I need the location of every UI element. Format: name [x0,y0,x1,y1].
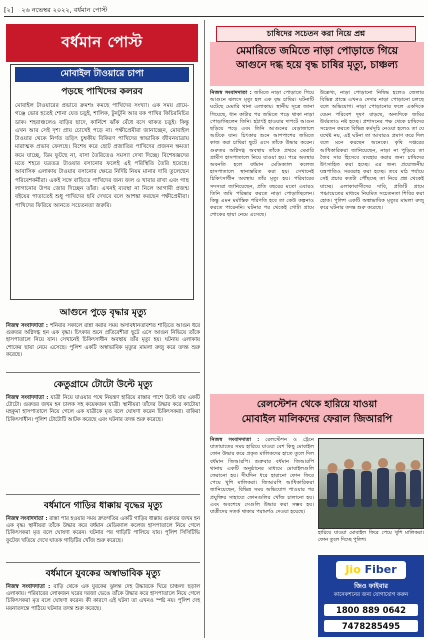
story-headline: বর্ধমানে গাড়ির ধাক্কায় বৃদ্ধের মৃত্যু [43,501,163,511]
photo-illustration [319,439,424,529]
side-headline-line1: রেলস্টেশন থেকে হারিয়ে যাওয়া [256,399,378,410]
story-byline: নিজস্ব সংবাদদাতা : [6,323,49,329]
story-car [6,498,200,562]
story-headline: আগুনে পুড়ে বৃদ্ধার মৃত্যু [59,308,147,318]
page-strip [4,3,424,17]
ad-phone-2: 7478285495 [324,620,418,632]
ad-line-1: জিও ফাইবার [354,582,388,590]
ad-logo-brand-b: Fiber [364,563,397,576]
boxed-story-subhead: পড়ছে পাখিদের কলরব [61,87,143,97]
story-text: বাড়ি থেকে এক যুবকের ঝুলন্ত দেহ উদ্ধারকে ঘিরে চাঞ্চল্য ছড়াল এলাকায়। পরিবারের লোকজন ঘরের দরজা ভেঙে তাঁকে উদ্ধার করে হাসপাতালে নিয়ে গেলে চিকিৎসকরা মৃত বলে ঘোষণা করেন। কী কারণে এই ঘটনা তা এখনও স্পষ্ট নয়। পুলিশ দেহ ময়নাতদন্তে পাঠিয়ে ঘটনার তদন্ত শুরু করেছে। [6,584,200,612]
story-toto [6,377,200,441]
lead-column-1-text: জমিতে নাড়া পোড়াতে গিয়ে আগুনে ঝলসে মৃত্যু হল এক বৃদ্ধ চাষির। ঘটনাটি ঘটেছে মেমারি থানা এলাকায়। স্থানীয় সূত্রে জানা গিয়েছে, ধান কাটার পর জমিতে পড়ে থাকা নাড়া পোড়াচ্ছিলেন তিনি। হঠাৎই হাওয়ার দাপটে আগুন ছড়িয়ে পড়ে এবং তিনি আগুনের বেড়াজালে আটকে যান। চিৎকার শুনে আশপাশের জমিতে কাজ করা চাষিরা ছুটে এসে তাঁকে উদ্ধার করেন। গুরুতর অগ্নিদগ্ধ অবস্থায় তাঁকে প্রথমে মেমারি গ্রামীণ হাসপাতালে নিয়ে যাওয়া হয়। পরে অবস্থার অবনতি হলে বর্ধমান মেডিক্যাল কলেজ হাসপাতালে স্থানান্তরিত করা হয়। সেখানেই চিকিৎসাধীন অবস্থায় তাঁর মৃত্যু হয়। পরিবারের সদস্যরা জানিয়েছেন, প্রতি বছরের মতো এবারও তিনি জমি পরিষ্কার করতে নাড়া পোড়াচ্ছিলেন। কিন্তু এমন মর্মান্তিক পরিণতি হবে তা কেউ কল্পনাও করতে পারেননি। ঘটনার পর থেকেই গোটা গ্রামে শোকের ছায়া নেমে এসেছে। [210,90,315,219]
story-byline: নিজস্ব সংবাদদাতা : [6,516,48,522]
story-fire [6,305,200,369]
lead-body [210,90,424,390]
ad-logo-brand-a: Jio [345,563,361,576]
story-youth [6,566,200,636]
story-text: শনিবার সকালে রান্না করার সময় অসাবধানতাবশত শাড়িতে আগুন ধরে গুরুতর অগ্নিদগ্ধ হন এক বৃদ্ধা। চিৎকার শুনে প্রতিবেশীরা ছুটে এসে আগুন নিভিয়ে তাঁকে হাসপাতালে নিয়ে যান। সেখানেই চিকিৎসাধীন অবস্থায় তাঁর মৃত্যু হয়। ঘটনায় এলাকায় শোকের ছায়া নেমে এসেছে। পুলিশ একটি অস্বাভাবিক মৃত্যুর মামলা রুজু করে তদন্ত শুরু করেছে। [6,323,200,358]
ad-phone-1: 1800 889 0642 [324,604,418,616]
masthead [6,24,198,62]
side-text: রেলস্টেশন ও ট্রেনে যাতায়াতের সময় হারিয়ে যাওয়া বেশ কিছু মোবাইল ফোন উদ্ধার করে প্রকৃত মালিকদের হাতে তুলে দিল বর্ধমান জিআরপি। শুক্রবার বর্ধমান জিআরপি থানায় একটি অনুষ্ঠানের মাধ্যমে মোবাইলগুলি ফেরানো হয়। দীর্ঘদিন ধরে হারানো ফোন ফিরে পেয়ে খুশি মালিকরা। জিআরপি আধিকারিকরা জানিয়েছেন, বিভিন্ন সময় অভিযোগ পাওয়ার পর প্রযুক্তির সাহায্যে ফোনগুলির খোঁজ চালানো হয়। এবং অবশেষে সেগুলি উদ্ধার করা সম্ভব হয়। যাত্রীদের সতর্ক থাকার পরামর্শও দেওয়া হয়েছে। [210,437,314,516]
issue-date: ২৬ নভেম্বর ২০২২, বর্ধমান পোস্ট [21,6,108,14]
news-photo [318,438,424,529]
boxed-story-body: মোবাইল টাওয়ারের প্রভাবে ক্রমশঃ কমছে পাখিদের সংখ্যা। এক সময় গ্রামে-গঞ্জে ভোর হতেই শোনা যেত চড়ুই, শালিক, টুনটুনি আর বক পাখির কিচিরমিচির ডাক। শহরাঞ্চলেও বাড়ির ছাদে, কার্নিশে ঝাঁক বেঁধে বসে থাকত চড়ুই। কিন্তু এখন আর সেই দৃশ্য প্রায় চোখেই পড়ে না। পক্ষীপ্রেমীরা জানাচ্ছেন, মোবাইল টাওয়ার থেকে নির্গত তড়িৎ চুম্বকীয় বিকিরণ পাখিদের স্বাভাবিক জীবনযাত্রায় মারাত্মক প্রভাব ফেলছে। বিশেষ করে ছোট প্রজাতির পাখিদের প্রজনন ক্ষমতা কমে যাচ্ছে, ডিম ফুটছে না, বাসা তৈরিতেও সমস্যা দেখা দিচ্ছে। বিশেষজ্ঞদের মতে শহরে যত্রতত্র টাওয়ার বসানোর ফলেই এই পরিস্থিতি তৈরি হয়েছে। আবাসিক এলাকায় টাওয়ার বসানোর ক্ষেত্রে নির্দিষ্ট নিয়ম মানার দাবি তুলেছেন পরিবেশকর্মীরা। একই সঙ্গে বাড়িতে পাখিদের জন্য জল ও খাবার রাখা এবং গাছ লাগানোর উপর জোর দিচ্ছেন তাঁরা। এখনই ব্যবস্থা না নিলে আগামী প্রজন্ম বইয়ের পাতাতেই শুধু পাখিদের ছবি দেখবে বলে আশঙ্কা করছেন পক্ষীপ্রেমীরা। পাখিদের ফিরিয়ে আনতে সচেতনতা জরুরি। [15,103,190,209]
story-divider [6,562,200,563]
lead-headline [210,42,424,86]
lead-headline-line1: মেমারিতে জমিতে নাড়া পোড়াতে গিয়ে [235,45,398,57]
lead-headline-line2: আগুনে দগ্ধ হয়ে বৃদ্ধ চাষির মৃত্যু, চাঞ্চল্য [236,60,398,71]
lead-column-2: উল্লেখ্য, নাড়া পোড়ানো নিষিদ্ধ হলেও জেলার বিভিন্ন প্রান্তে এখনও দেদার নাড়া পোড়ানো চলছে বলে অভিযোগ। নাড়া পোড়ানোর ফলে একদিকে যেমন পরিবেশ দূষণ বাড়ছে, অন্যদিকে জমির উর্বরতাও নষ্ট হচ্ছে। প্রশাসনের পক্ষ থেকে চাষিদের সচেতন করতে বিভিন্ন কর্মসূচি নেওয়া হলেও তা যে যথেষ্ট নয়, এই ঘটনা তা আবারও প্রমাণ করে দিল বলে মনে করছেন অনেকে। কৃষি দপ্তরের আধিকারিকরা জানিয়েছেন, নাড়া না পুড়িয়ে তা জৈব সার হিসেবে ব্যবহার করার জন্য চাষিদের উৎসাহিত করা হচ্ছে। এর জন্য প্রয়োজনীয় যন্ত্রপাতিও সরবরাহ করা হচ্ছে। তবে মাঠ পর্যায়ে সেই প্রচার কতটা পৌঁছচ্ছে তা নিয়ে প্রশ্ন থেকেই যাচ্ছে। এলাকাবাসীদের দাবি, প্রতিটি গ্রামে পঞ্চায়েতের মাধ্যমে নিয়মিত সচেতনতা শিবির করা হোক। পুলিশ একটি অস্বাভাবিক মৃত্যুর মামলা রুজু করে ঘটনার তদন্ত শুরু করেছে। [320,90,424,212]
lead-column-1 [210,90,314,390]
column-divider [204,20,205,638]
ad-line-2: কানেকশনের জন্য যোগাযোগ করুন [333,592,409,598]
photo-caption: হারিয়ে যাওয়া মোবাইল ফিরে পেয়ে খুশি মালিকরা। ফোন তুলে দিচ্ছে পুলিশ। [318,530,424,543]
story-text: রাস্তা পার হওয়ার সময় দ্রুতগতির একটি গাড়ির ধাক্কায় গুরুতর জখম হন এক বৃদ্ধ। স্থানীয়রা তাঁকে উদ্ধার করে বর্ধমান মেডিক্যাল কলেজ হাসপাতালে নিয়ে গেলে চিকিৎসকরা মৃত বলে ঘোষণা করেন। ঘটনার পর গাড়িটি পালিয়ে যায়। পুলিশ সিসিটিভি ফুটেজ খতিয়ে দেখে ঘাতক গাড়িটির খোঁজ শুরু করেছে। [6,516,200,544]
side-body [210,437,314,637]
side-byline: নিজস্ব সংবাদদাতা : [210,437,260,443]
story-text: যাত্রী নিয়ে যাওয়ার পথে নিয়ন্ত্রণ হারিয়ে রাস্তার পাশে উল্টে যায় একটি টোটো। গুরুতর জখম হন চালক সহ কয়েকজন যাত্রী। স্থানীয়রা তাঁদের উদ্ধার করে কাটোয়া মহকুমা হাসপাতালে নিয়ে গেলে এক যাত্রীকে মৃত বলে ঘোষণা করেন চিকিৎসকরা। বাকিরা চিকিৎসাধীন। পুলিশ টোটোটি আটক করেছে এবং ঘটনার তদন্ত শুরু করেছে। [6,395,200,423]
lead-byline: নিজস্ব সংবাদদাতা : [210,90,252,96]
lead-kicker: চাষিদের সচেতন করা নিয়ে প্রশ্ন [216,26,416,42]
story-body [6,584,200,613]
story-headline: কেতুগ্রামে টোটো উল্টে মৃত্যু [53,380,153,390]
story-headline: বর্ধমানে যুবকের অস্বাভাবিক মৃত্যু [45,569,161,579]
story-body [6,516,200,545]
boxed-story [10,64,194,300]
boxed-story-headline: মোবাইল টাওয়ারে চাপা [15,67,189,82]
side-headline-line2: মোবাইল মালিকদের ফেরাল জিআরপি [241,414,393,425]
ad-logo [336,561,406,579]
story-divider [6,494,200,495]
story-divider [6,372,200,373]
story-body [6,395,200,424]
jio-fiber-ad [318,555,424,637]
side-body-text [210,437,314,516]
side-headline [210,394,424,434]
masthead-title: বর্ধমান পোস্ট [61,32,143,51]
page-number: [২] [4,6,14,14]
story-body [6,323,200,359]
story-byline: নিজস্ব সংবাদদাতা : [6,584,51,590]
story-byline: নিজস্ব সংবাদদাতা : [6,395,49,401]
